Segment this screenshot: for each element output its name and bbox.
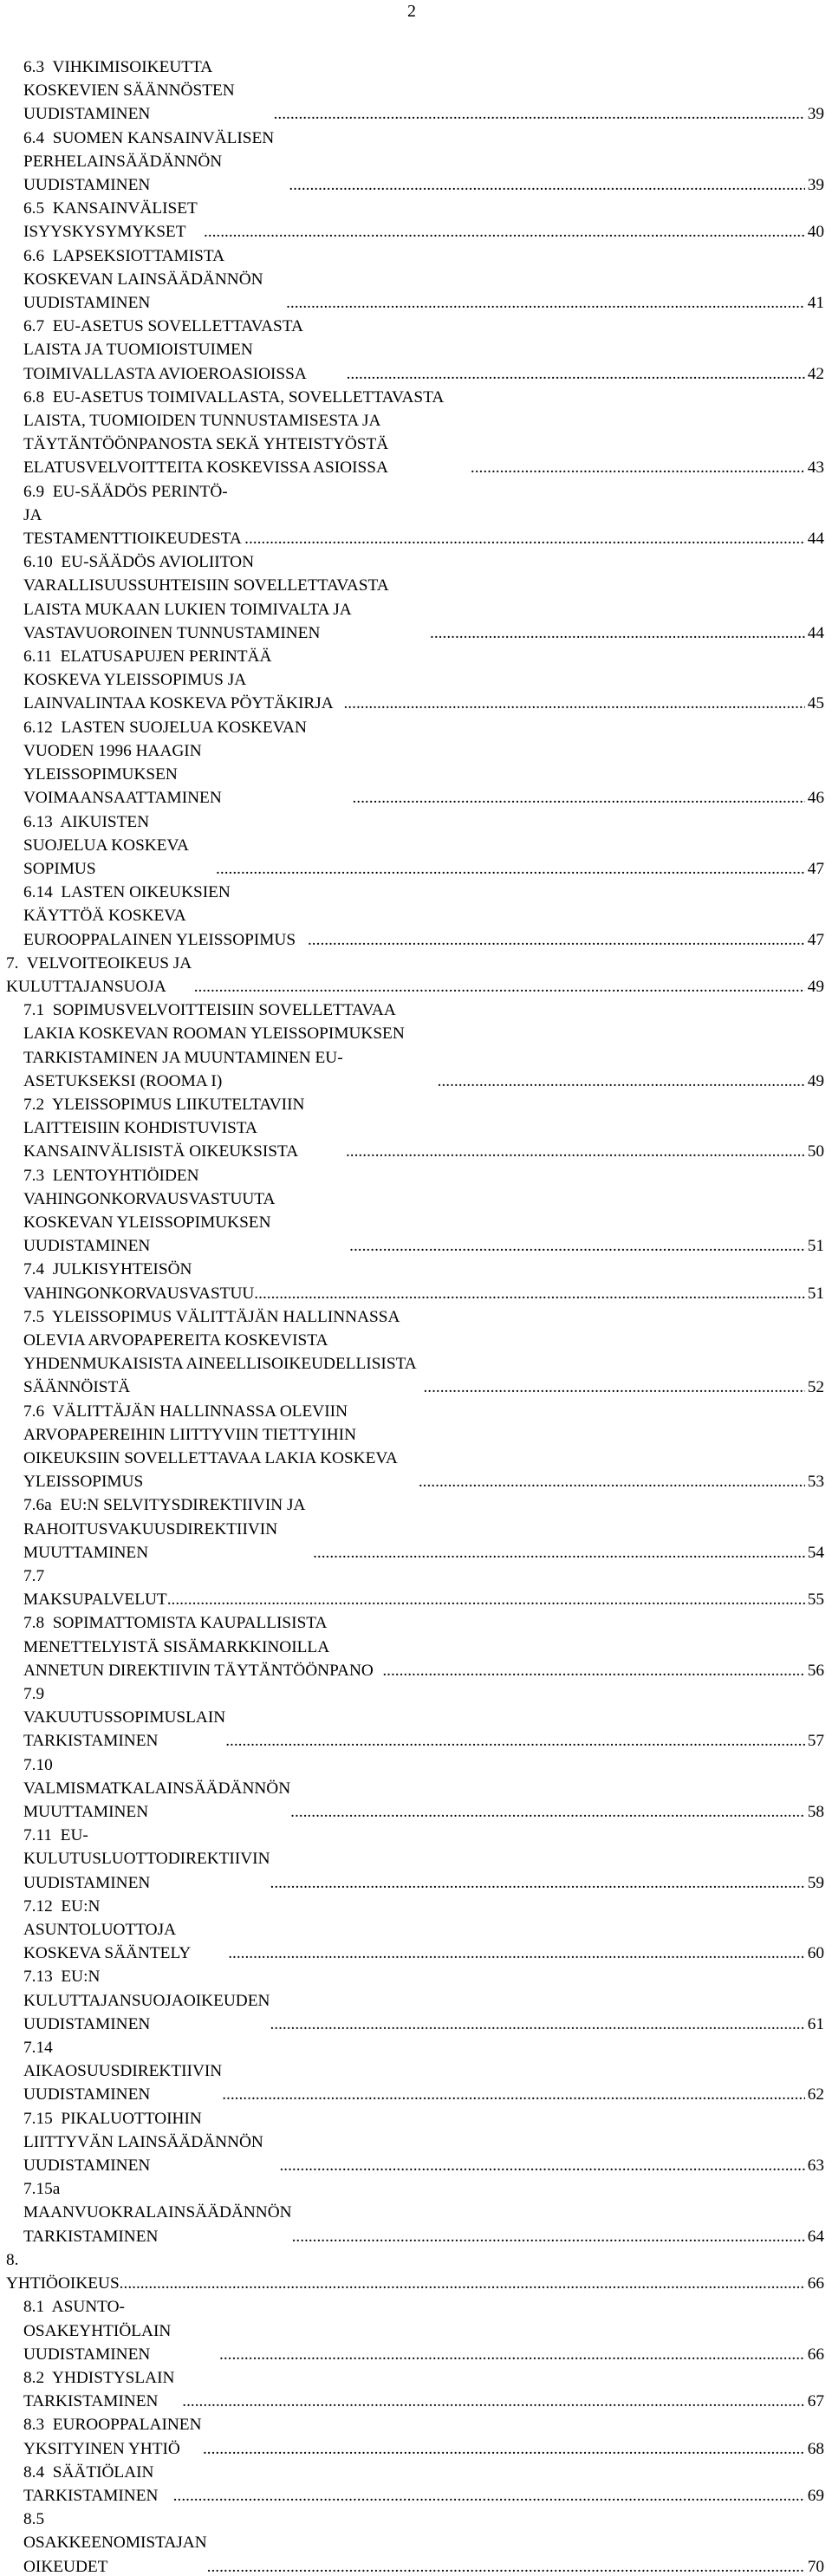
toc-entry: [0, 810, 832, 881]
dot-leader: [203, 2437, 805, 2461]
dot-leader: [222, 2083, 805, 2106]
toc-entry-page: 41: [807, 294, 824, 313]
dot-leader: [286, 291, 805, 315]
toc-entry-page: 49: [807, 1071, 824, 1090]
toc-entry: [0, 127, 832, 198]
toc-entry-page: 66: [807, 2345, 824, 2364]
toc-entry: [0, 1895, 832, 1966]
dot-leader: [438, 1070, 805, 1093]
toc-entry-title: 7.2 YLEISSOPIMUS LIIKUTELTAVIIN LAITTEISIIN KOHDISTUVISTA KANSAINVÄLISISTÄ OIKEUKSISTA: [23, 1095, 309, 1161]
toc-entry-title: 7.14 AIKAOSUUSDIREKTIIVIN UUDISTAMINEN: [23, 2039, 227, 2104]
toc-entry-title: 7.15 PIKALUOTTOIHIN LIITTYVÄN LAINSÄÄDÄNNÖN UUDISTAMINEN: [23, 2109, 268, 2176]
toc-entry-page: 66: [807, 2274, 824, 2293]
toc-entry-title: 7.3 LENTOYHTIÖIDEN VAHINGONKORVAUSVASTUUTA KOSKEVAN YLEISSOPIMUKSEN UUDISTAMINEN: [23, 1166, 279, 1256]
dot-leader: [289, 173, 805, 197]
toc-entry-page: 43: [807, 459, 824, 478]
toc-entry-title: 7.7 MAKSUPALVELUT: [23, 1567, 167, 1610]
toc-entry-title: 6.3 VIHKIMISOIKEUTTA KOSKEVIEN SÄÄNNÖSTEN UUDISTAMINEN: [23, 58, 239, 124]
toc-entry-title: 7.5 YLEISSOPIMUS VÄLITTÄJÄN HALLINNASSA OLEVIA ARVOPAPEREITA KOSKEVISTA YHDENMUKAISISTA AINEELLISOIKEUDELLISISTA SÄÄNNÖISTÄ: [23, 1307, 420, 1397]
toc-entry-title: 6.9 EU-SÄÄDÖS PERINTÖ- JA TESTAMENTTIOIKEUDESTA: [23, 482, 242, 549]
toc-entry-page: 46: [807, 789, 824, 808]
toc-entry: [0, 1824, 832, 1895]
toc-entry-page: 51: [807, 1284, 824, 1303]
toc-entry: [0, 1564, 832, 1611]
toc-entry: [0, 1305, 832, 1400]
dot-leader: [313, 1541, 805, 1564]
toc-entry-title: 7.10 VALMISMATKALAINSÄÄDÄNNÖN MUUTTAMINEN: [23, 1755, 295, 1822]
toc-entry-title: 6.7 EU-ASETUS SOVELLETTAVASTA LAISTA JA TUOMIOISTUIMEN TOIMIVALLASTA AVIOEROASIOISSA: [23, 317, 307, 383]
toc-entry-title: 7.1 SOPIMUSVELVOITTEISIIN SOVELLETTAVAA LAKIA KOSKEVAN ROOMAN YLEISSOPIMUKSEN TARKISTAMINEN JA MUUNTAMINEN EU-ASETUKSEKSI (ROOMA I): [23, 1001, 409, 1090]
toc-entry: [0, 2177, 832, 2248]
dot-leader: [173, 2484, 805, 2508]
toc-entry-title: 7. VELVOITEOIKEUS JA KULUTTAJANSUOJA: [6, 953, 195, 996]
toc-entry-page: 55: [807, 1590, 824, 1610]
toc-entry: [0, 1258, 832, 1304]
dot-leader: [290, 1800, 805, 1824]
toc-entry-page: 39: [807, 176, 824, 195]
toc-entry-page: 56: [807, 1661, 824, 1680]
toc-entry: [0, 2107, 832, 2178]
dot-leader: [308, 928, 805, 952]
toc-entry: [0, 1093, 832, 1164]
dot-leader: [182, 2390, 805, 2413]
toc-entry-title: 6.13 AIKUISTEN SUOJELUA KOSKEVA SOPIMUS: [23, 812, 192, 878]
toc-entry-page: 64: [807, 2227, 824, 2246]
toc-entry: [0, 716, 832, 810]
dot-leader: [244, 527, 805, 550]
dot-leader: [349, 1234, 805, 1258]
toc-entry-page: 49: [807, 977, 824, 996]
toc-entry: [0, 244, 832, 315]
dot-leader: [347, 362, 805, 386]
toc-entry-title: 7.6 VÄLITTÄJÄN HALLINNASSA OLEVIIN ARVOPAPEREIHIN LIITTYVIIN TIETTYIHIN OIKEUKSIIN SOVELLETTAVAA LAKIA KOSKEVA YLEISSOPIMUS: [23, 1402, 400, 1492]
toc-entry-title: 7.8 SOPIMATTOMISTA KAUPALLISISTA MENETTELYISTÄ SISÄMARKKINOILLA ANNETUN DIREKTIIVIN TÄYTÄNTÖÖNPANO: [23, 1614, 374, 1680]
toc-entry-page: 44: [807, 623, 824, 642]
toc-entry-title: 7.12 EU:N ASUNTOLUOTTOJA KOSKEVA SÄÄNTELY: [23, 1896, 192, 1963]
toc-entry: [0, 55, 832, 127]
dot-leader: [419, 1470, 805, 1493]
table-of-contents: [0, 55, 832, 2576]
toc-entry-title: 6.14 LASTEN OIKEUKSIEN KÄYTTÖÄ KOSKEVA EUROOPPALAINEN YLEISSOPIMUS: [23, 883, 296, 949]
toc-entry-title: 7.11 EU-KULUTUSLUOTTODIREKTIIVIN UUDISTAMINEN: [23, 1826, 275, 1892]
dot-leader: [352, 786, 805, 810]
dot-leader: [204, 220, 805, 244]
toc-entry-title: 6.8 EU-ASETUS TOIMIVALLASTA, SOVELLETTAVASTA LAISTA, TUOMIOIDEN TUNNUSTAMISESTA JA TÄYTÄNTÖÖNPANOSTA SEKÄ YHTEISTYÖSTÄ ELATUSVELVOITTEITA KOSKEVISSA ASIOISSA: [23, 387, 448, 478]
toc-entry-page: 57: [807, 1732, 824, 1751]
dot-leader: [382, 1659, 805, 1682]
toc-entry: [0, 2508, 832, 2576]
dot-leader: [346, 1140, 805, 1163]
dot-leader: [292, 2225, 805, 2248]
toc-entry-page: 39: [807, 105, 824, 124]
dot-leader: [270, 1871, 805, 1895]
toc-entry: [0, 480, 832, 551]
toc-entry-page: 69: [807, 2486, 824, 2505]
toc-entry: [0, 1611, 832, 1682]
toc-entry-page: 53: [807, 1473, 824, 1492]
toc-entry: [0, 550, 832, 645]
toc-entry-page: 47: [807, 930, 824, 949]
toc-entry: [0, 315, 832, 386]
toc-entry-title: 6.5 KANSAINVÄLISET ISYYSKYSYMYKSET: [23, 199, 202, 242]
toc-entry-page: 42: [807, 364, 824, 383]
dot-leader: [471, 456, 805, 479]
toc-entry-page: 58: [807, 1803, 824, 1822]
dot-leader: [219, 2343, 805, 2366]
toc-entry-title: 6.12 LASTEN SUOJELUA KOSKEVAN VUODEN 1996 HAAGIN YLEISSOPIMUKSEN VOIMAANSAATTAMINEN: [23, 718, 311, 808]
toc-entry-title: 8.1 ASUNTO-OSAKEYHTIÖLAIN UUDISTAMINEN: [23, 2298, 176, 2364]
toc-entry-title: 6.10 EU-SÄÄDÖS AVIOLIITON VARALLISUUSSUHTEISIIN SOVELLETTAVASTA LAISTA MUKAAN LUKIEN TOIMIVALTA JA VASTAVUOROINEN TUNNUSTAMINEN: [23, 553, 393, 642]
toc-entry: [0, 2295, 832, 2366]
toc-entry-page: 51: [807, 1237, 824, 1256]
toc-entry-page: 60: [807, 1944, 824, 1963]
dot-leader: [120, 2272, 805, 2295]
toc-entry-page: 63: [807, 2156, 824, 2176]
toc-entry-page: 47: [807, 859, 824, 878]
dot-leader: [194, 975, 805, 999]
toc-entry-title: 8.5 OSAKKEENOMISTAJAN OIKEUDET: [23, 2510, 211, 2576]
dot-leader: [343, 692, 805, 715]
toc-entry: [0, 1753, 832, 1825]
toc-entry: [0, 2248, 832, 2295]
page-number: 2: [407, 2, 416, 21]
toc-entry-page: 62: [807, 2085, 824, 2104]
toc-entry-page: 45: [807, 694, 824, 713]
dot-leader: [270, 2013, 805, 2036]
toc-entry-page: 54: [807, 1543, 824, 1562]
dot-leader: [279, 2154, 805, 2177]
toc-entry-page: 70: [807, 2557, 824, 2576]
toc-entry: [0, 2413, 832, 2460]
toc-entry-page: 67: [807, 2392, 824, 2411]
toc-entry: [0, 386, 832, 480]
toc-entry-title: 8.2 YHDISTYSLAIN TARKISTAMINEN: [23, 2368, 179, 2411]
toc-entry-title: 7.4 JULKISYHTEISÖN VAHINGONKORVAUSVASTUU: [23, 1260, 255, 1303]
toc-entry-title: 7.6a EU:N SELVITYSDIREKTIIVIN JA RAHOITUSVAKUUSDIREKTIIVIN MUUTTAMINEN: [23, 1496, 309, 1562]
dot-leader: [167, 1588, 805, 1611]
dot-leader: [216, 857, 805, 881]
dot-leader: [225, 1729, 805, 1753]
toc-entry: [0, 2461, 832, 2508]
dot-leader: [430, 621, 805, 645]
toc-entry-title: 6.4 SUOMEN KANSAINVÄLISEN PERHELAINSÄÄDÄNNÖN UUDISTAMINEN: [23, 128, 279, 195]
toc-entry: [0, 999, 832, 1093]
toc-entry-page: 68: [807, 2439, 824, 2458]
toc-entry-page: 40: [807, 223, 824, 242]
dot-leader: [423, 1376, 805, 1399]
toc-entry: [0, 2036, 832, 2107]
toc-entry: [0, 881, 832, 952]
toc-entry-title: 8. YHTIÖOIKEUS: [6, 2250, 120, 2293]
toc-entry: [0, 2366, 832, 2413]
toc-entry-title: 7.13 EU:N KULUTTAJANSUOJAOIKEUDEN UUDISTAMINEN: [23, 1968, 275, 2033]
toc-entry: [0, 1965, 832, 2036]
toc-entry: [0, 197, 832, 244]
toc-entry-page: 50: [807, 1142, 824, 1161]
toc-entry: [0, 1682, 832, 1753]
toc-entry-title: 7.15a MAANVUOKRALAINSÄÄDÄNNÖN TARKISTAMINEN: [23, 2180, 296, 2246]
toc-entry: [0, 1400, 832, 1494]
toc-entry-page: 61: [807, 2014, 824, 2033]
toc-entry-page: 44: [807, 530, 824, 549]
toc-entry-title: 6.6 LAPSEKSIOTTAMISTA KOSKEVAN LAINSÄÄDÄNNÖN UUDISTAMINEN: [23, 246, 268, 313]
dot-leader: [274, 102, 805, 126]
dot-leader: [228, 1942, 805, 1965]
toc-entry-title: 6.11 ELATUSAPUJEN PERINTÄÄ KOSKEVA YLEISSOPIMUS JA LAINVALINTAA KOSKEVA PÖYTÄKIRJA: [23, 647, 334, 713]
toc-entry-page: 52: [807, 1378, 824, 1397]
toc-entry-page: 59: [807, 1873, 824, 1892]
toc-entry: [0, 645, 832, 716]
toc-entry: [0, 1493, 832, 1564]
toc-entry: [0, 1164, 832, 1259]
dot-leader: [207, 2555, 805, 2576]
toc-entry-title: 8.3 EUROOPPALAINEN YKSITYINEN YHTIÖ: [23, 2416, 205, 2458]
toc-entry: [0, 952, 832, 999]
toc-entry-title: 7.9 VAKUUTUSSOPIMUSLAIN TARKISTAMINEN: [23, 1685, 230, 1751]
dot-leader: [254, 1282, 805, 1305]
toc-entry-title: 8.4 SÄÄTIÖLAIN TARKISTAMINEN: [23, 2462, 159, 2505]
